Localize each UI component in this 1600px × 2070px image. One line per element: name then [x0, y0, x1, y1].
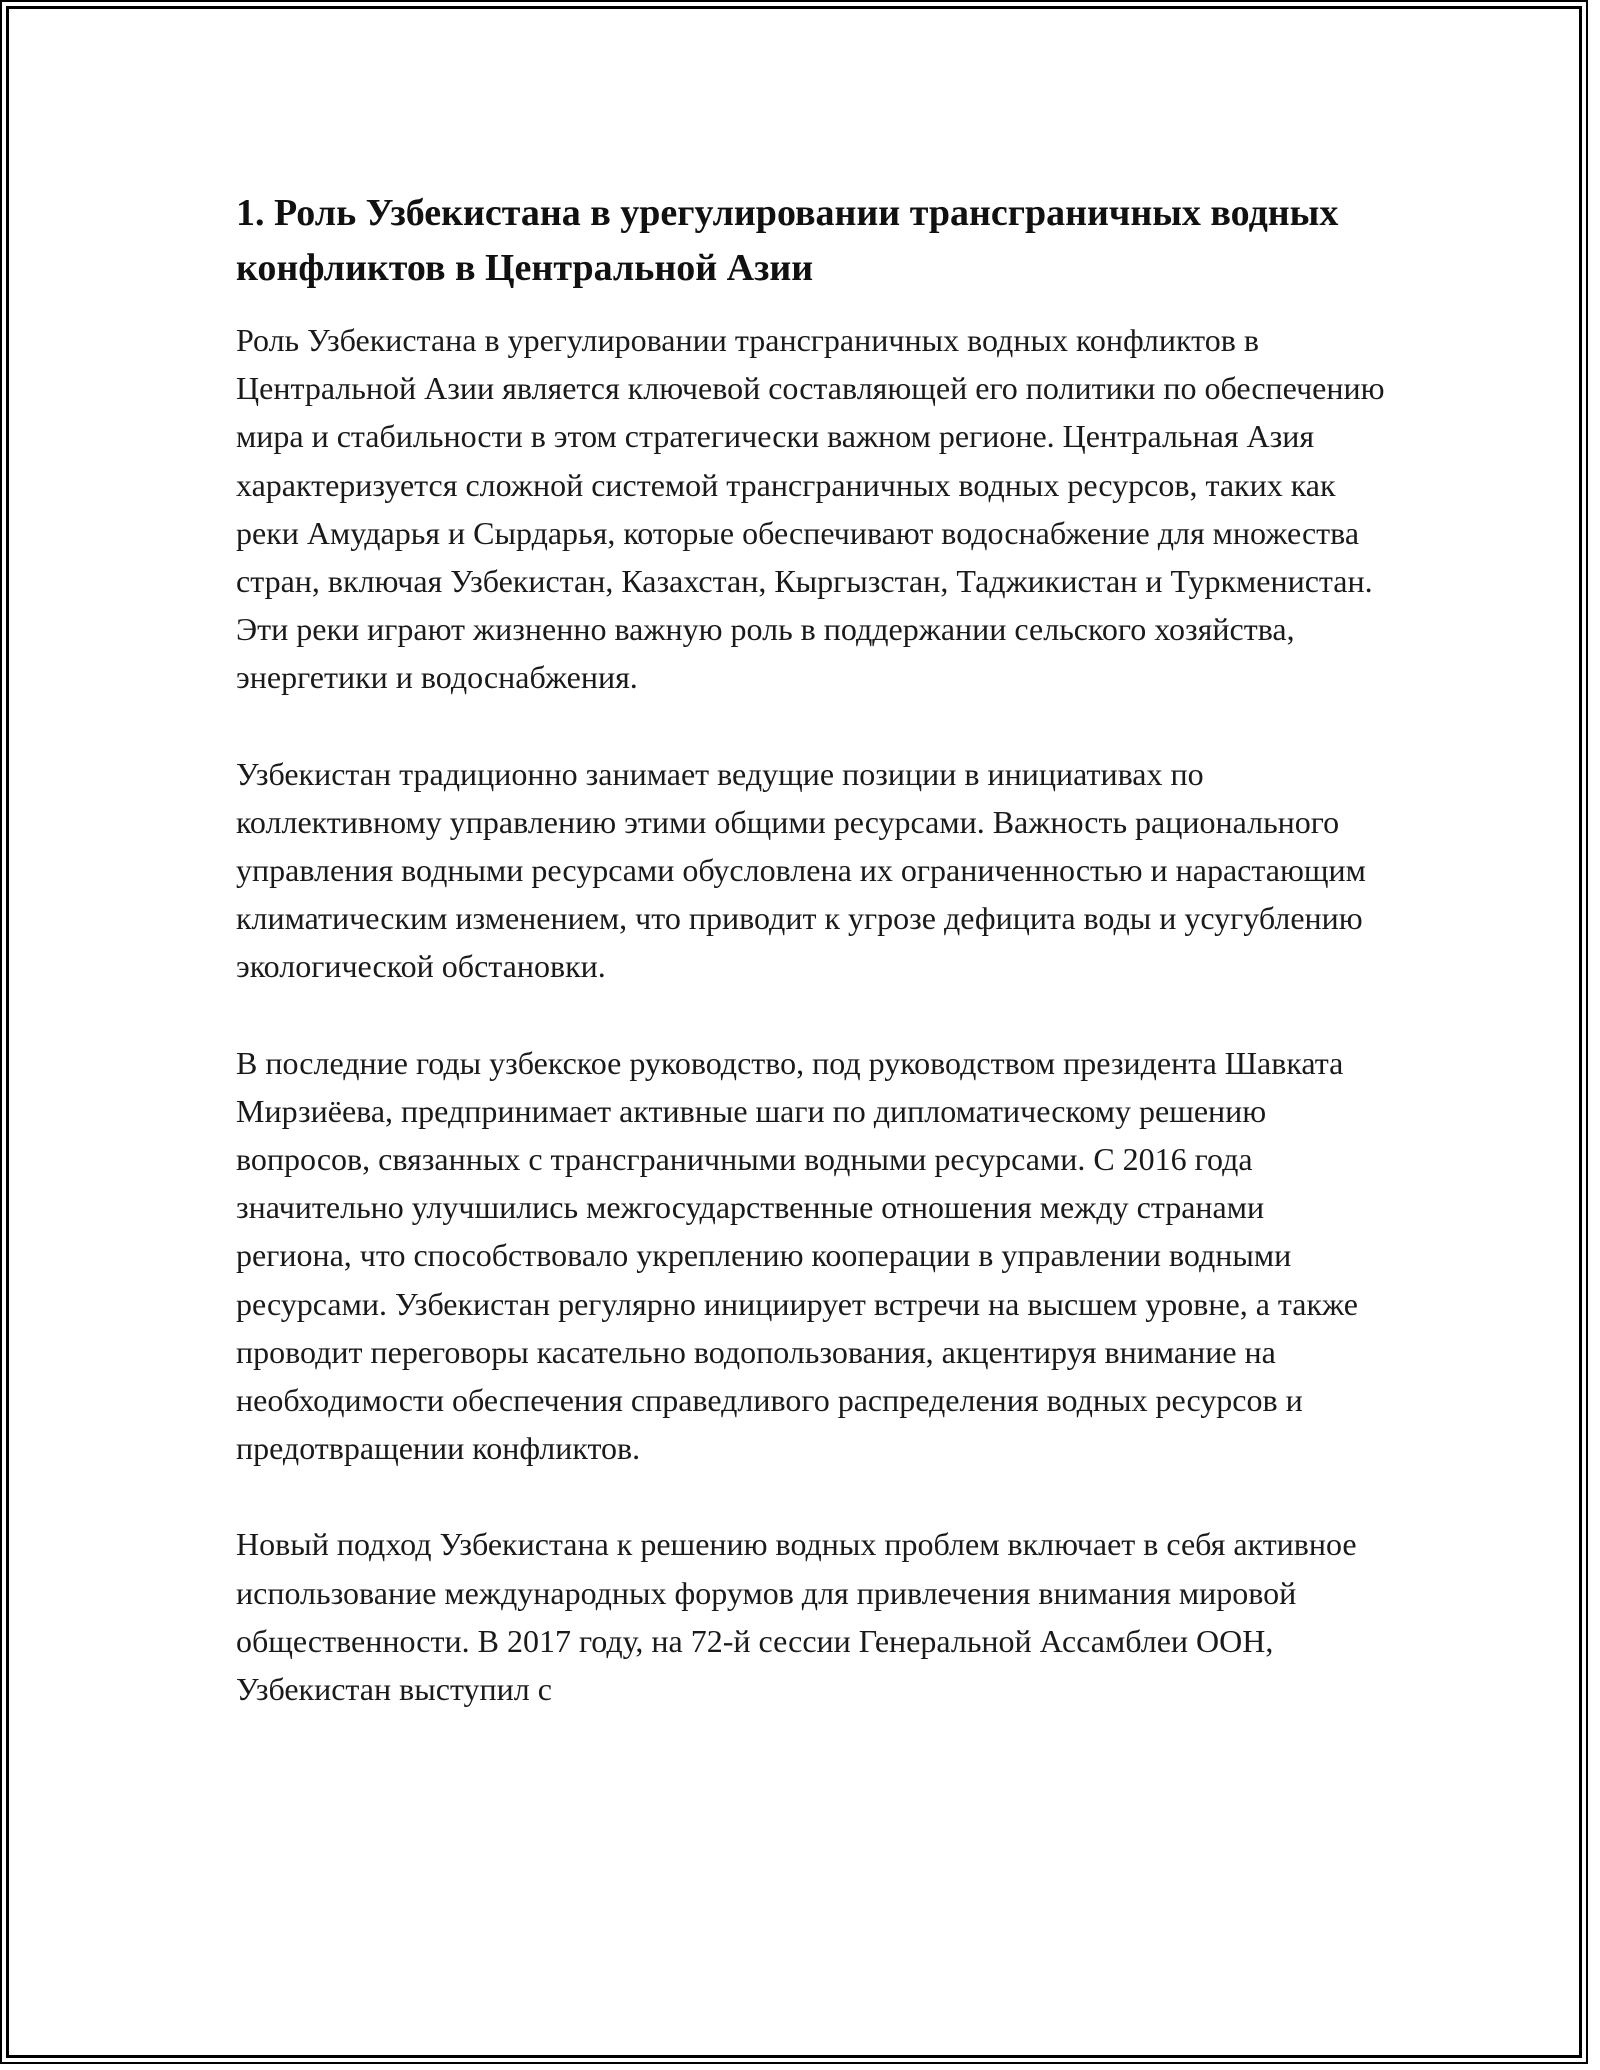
section-heading: 1. Роль Узбекистана в урегулировании трансграничных водных конфликтов в Центральной Азии [236, 192, 1339, 289]
paragraph-2: Узбекистан традиционно занимает ведущие позиции в инициативах по коллективному управлению этими общими ресурсами. Важность рационального управления водными ресурсами обусловлена их ограниченностью и нарастающим климатическим изменением, что приводит к угрозе дефицита воды и усугублению экологической обстановки. [236, 755, 1366, 985]
paragraph-4: Новый подход Узбекистана к решению водных проблем включает в себя активное использование международных форумов для привлечения внимания мировой общественности. В 2017 году, на 72-й сессии Генеральной Ассамблеи ООН, Узбекистан выступил с [236, 1526, 1357, 1708]
paragraph-1: Роль Узбекистана в урегулировании трансграничных водных конфликтов в Центральной Азии является ключевой составляющей его политики по обеспечению мира и стабильности в этом стратегически важном регионе. Центральная Азия характеризуется сложной системой трансграничных водных ресурсов, таких как реки Амударья и Сырдарья, которые обеспечивают водоснабжение для множества стран, включая Узбекистан, Казахстан, Кыргызстан, Таджикистан и Туркменистан. Эти реки играют жизненно важную роль в поддержании сельского хозяйства, энергетики и водоснабжения. [236, 322, 1385, 696]
paragraph-3: В последние годы узбекское руководство, под руководством президента Шавката Мирзиёева, предпринимает активные шаги по дипломатическому решению вопросов, связанных с трансграничными водными ресурсами. С 2016 года значительно улучшились межгосударственные отношения между странами региона, что способствовало укреплению кооперации в управлении водными ресурсами. Узбекистан регулярно инициирует встречи на высшем уровне, а также проводит переговоры касательно водопользования, акцентируя внимание на необходимости обеспечения справедливого распределения водных ресурсов и предотвращении конфликтов. [236, 1044, 1358, 1467]
document-body [236, 186, 1386, 1761]
